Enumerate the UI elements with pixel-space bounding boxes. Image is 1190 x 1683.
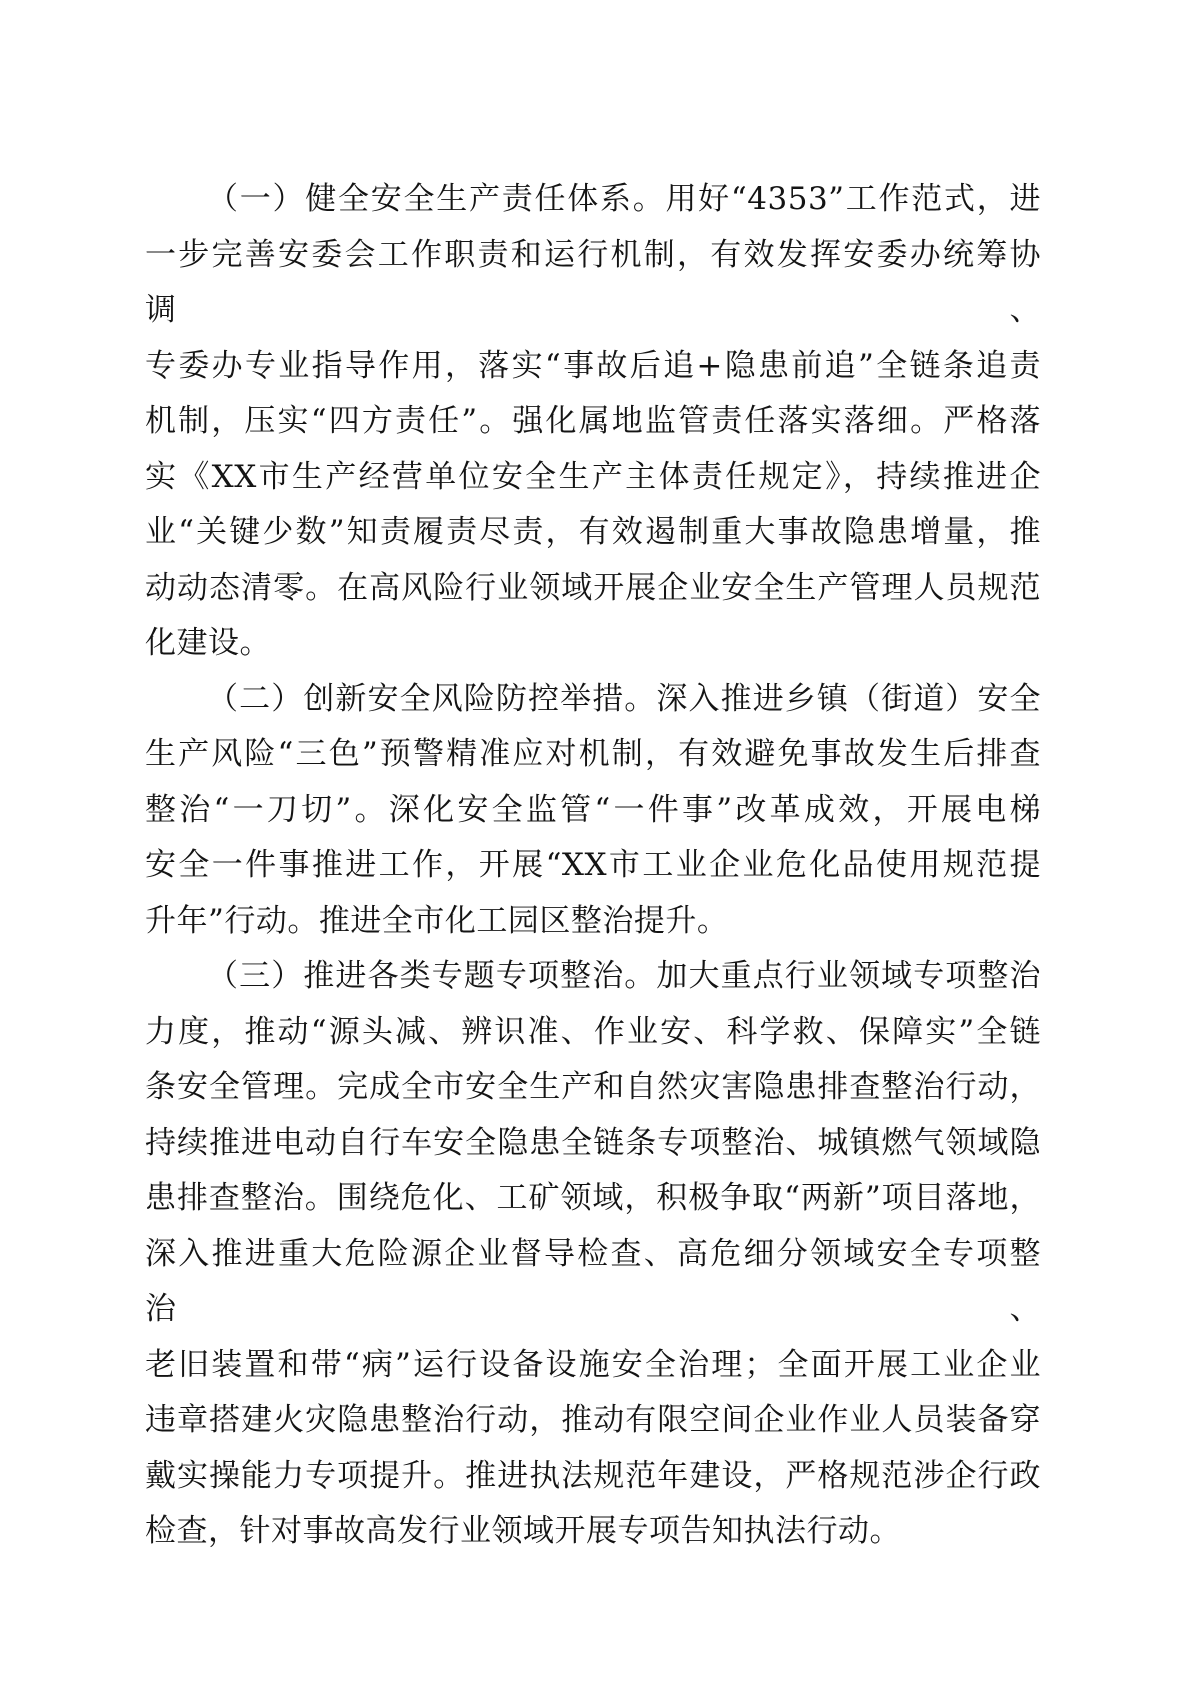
paragraph-2-line: 升年”行动。推进全市化工园区整治提升。	[145, 902, 729, 939]
paragraph-1-line: 化建设。	[145, 625, 271, 661]
paragraph-1-line: 专委办专业指导作用，落实“事故后追+隐患前追”全链条追责	[145, 347, 1041, 384]
paragraph-3-line: 戴实操能力专项提升。推进执法规范年建设，严格规范涉企行政	[145, 1457, 1041, 1494]
paragraph-3-line: 老旧装置和带“病”运行设备设施安全治理；全面开展工业企业	[145, 1346, 1041, 1383]
paragraph-2-line: 生产风险“三色”预警精准应对机制，有效避免事故发生后排查	[145, 736, 1041, 772]
paragraph-3-line: 深入推进重大危险源企业督导检查、高危细分领域安全专项整治、	[145, 1235, 1041, 1327]
paragraph-3-line: （三）推进各类专题专项整治。加大重点行业领域专项整治	[207, 958, 1041, 994]
paragraph-2-line: 整治“一刀切”。深化安全监管“一件事”改革成效，开展电梯	[145, 791, 1041, 828]
paragraph-1-line: （一）健全安全生产责任体系。用好“4353”工作范式，进	[207, 181, 1041, 217]
paragraph-1-line: 机制，压实“四方责任”。强化属地监管责任落实落细。严格落	[145, 403, 1041, 439]
paragraph-1-line: 实《XX市生产经营单位安全生产主体责任规定》，持续推进企	[145, 458, 1041, 495]
paragraph-1-line: 业“关键少数”知责履责尽责，有效遏制重大事故隐患增量，推	[145, 514, 1041, 550]
paragraph-1-line: 动动态清零。在高风险行业领域开展企业安全生产管理人员规范	[145, 569, 1041, 606]
paragraph-2-line: 安全一件事推进工作，开展“XX市工业企业危化品使用规范提	[145, 847, 1041, 883]
paragraph-1-line: 一步完善安委会工作职责和运行机制，有效发挥安委办统筹协调、	[145, 236, 1041, 328]
paragraph-3-line: 患排查整治。围绕危化、工矿领域，积极争取“两新”项目落地，	[145, 1180, 1041, 1216]
paragraph-3-line: 违章搭建火灾隐患整治行动，推动有限空间企业作业人员装备穿	[145, 1402, 1041, 1438]
paragraph-3-line: 检查，针对事故高发行业领域开展专项告知执法行动。	[145, 1513, 901, 1549]
paragraph-2-line: （二）创新安全风险防控举措。深入推进乡镇（街道）安全	[207, 680, 1041, 717]
paragraph-3-line: 条安全管理。完成全市安全生产和自然灾害隐患排查整治行动，	[145, 1069, 1041, 1105]
paragraph-3-line: 力度，推动“源头减、辨识准、作业安、科学救、保障实”全链	[145, 1013, 1041, 1050]
document-body	[145, 172, 1041, 1560]
paragraph-3-line: 持续推进电动自行车安全隐患全链条专项整治、城镇燃气领域隐	[145, 1124, 1041, 1161]
